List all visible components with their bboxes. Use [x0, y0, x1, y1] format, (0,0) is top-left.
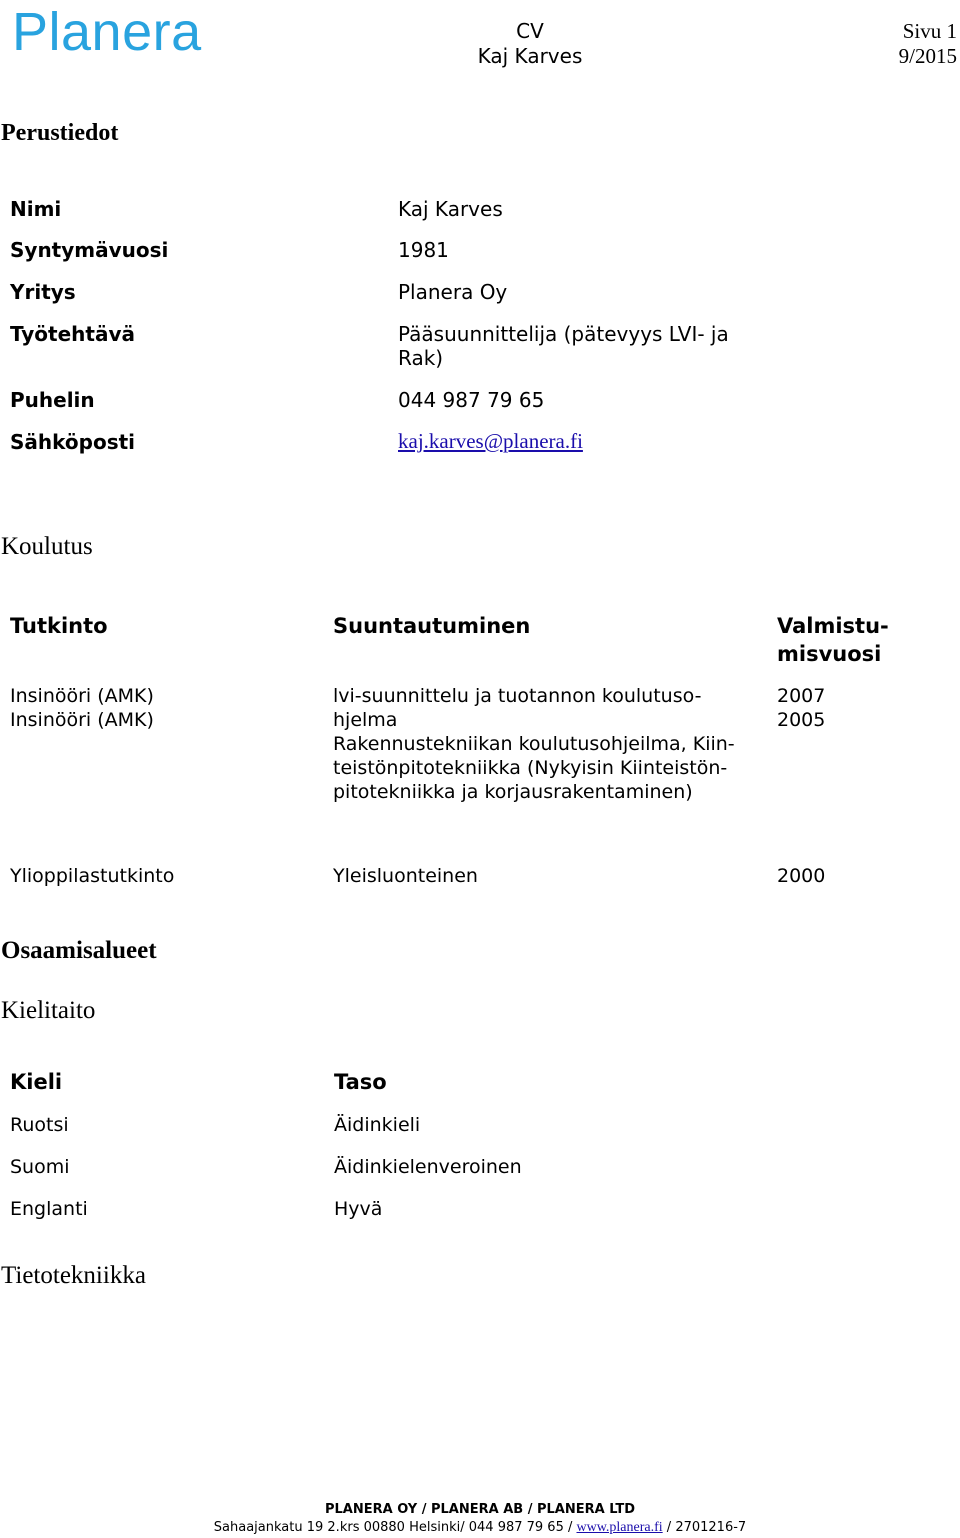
kieli-cell: Englanti: [10, 1198, 88, 1220]
footer-website-link[interactable]: www.planera.fi: [576, 1520, 663, 1535]
kieli-cell: Suomi: [10, 1156, 70, 1178]
suuntautuminen-line: pitotekniikka ja korjausrakentaminen): [333, 781, 693, 803]
label-yritys: Yritys: [10, 280, 76, 304]
label-tyotehtava: Työtehtävä: [10, 322, 135, 346]
footer-business-id: / 2701216-7: [662, 1520, 747, 1535]
tutkinto-line: Insinööri (AMK): [10, 709, 154, 731]
value-syntymavuosi: 1981: [398, 238, 449, 262]
col-header-kieli: Kieli: [10, 1070, 63, 1094]
col-header-taso: Taso: [334, 1070, 387, 1094]
value-yritys: Planera Oy: [398, 280, 508, 304]
label-syntymavuosi: Syntymävuosi: [10, 238, 169, 262]
suuntautuminen-line: Rakennustekniikan koulutusohjeilma, Kiin-: [333, 733, 735, 755]
kieli-cell: Ruotsi: [10, 1114, 69, 1136]
email-link[interactable]: kaj.karves@planera.fi: [398, 429, 583, 453]
doc-type: CV: [516, 19, 544, 43]
taso-cell: Äidinkielenveroinen: [334, 1156, 522, 1178]
suuntautuminen-line: teistönpitotekniikka (Nykyisin Kiinteistön-: [333, 757, 728, 779]
ylioppilas-vuosi: 2000: [777, 865, 826, 887]
header-name: Kaj Karves: [477, 44, 583, 68]
header-date: 9/2015: [898, 44, 957, 68]
planera-logo: Planera: [12, 2, 202, 62]
value-tyotehtava-line1: Pääsuunnittelija (pätevyys LVI- ja: [398, 322, 729, 346]
ylioppilas-suuntautuminen: Yleisluonteinen: [333, 865, 478, 887]
page-number: Sivu 1: [902, 19, 957, 43]
value-tyotehtava-line2: Rak): [398, 346, 444, 370]
value-nimi: Kaj Karves: [398, 197, 503, 221]
vuosi-line: 2005: [777, 709, 826, 731]
label-nimi: Nimi: [10, 197, 62, 221]
tutkinto-line: Insinööri (AMK): [10, 685, 154, 707]
subheading-tietotekniikka: Tietotekniikka: [1, 1262, 146, 1289]
footer-contact: [0, 1520, 960, 1536]
ylioppilas-tutkinto: Ylioppilastutkinto: [10, 865, 175, 887]
subheading-kielitaito: Kielitaito: [1, 997, 96, 1024]
value-puhelin: 044 987 79 65: [398, 388, 545, 412]
vuosi-line: 2007: [777, 685, 826, 707]
col-header-tutkinto: Tutkinto: [10, 614, 108, 638]
suuntautuminen-line: hjelma: [333, 709, 398, 731]
col-header-valmistumisvuosi-line2: misvuosi: [777, 642, 882, 666]
label-sahkoposti: Sähköposti: [10, 430, 136, 454]
section-heading-koulutus: Koulutus: [1, 533, 93, 560]
taso-cell: Hyvä: [334, 1198, 383, 1220]
section-heading-perustiedot: Perustiedot: [1, 120, 119, 146]
taso-cell: Äidinkieli: [334, 1114, 421, 1136]
section-heading-osaamisalueet: Osaamisalueet: [1, 937, 157, 964]
col-header-valmistumisvuosi-line1: Valmistu-: [777, 614, 889, 638]
footer-address: Sahaajankatu 19 2.krs 00880 Helsinki/ 044 987 79 65 /: [213, 1520, 577, 1535]
label-puhelin: Puhelin: [10, 388, 95, 412]
col-header-suuntautuminen: Suuntautuminen: [333, 614, 531, 638]
footer-company: PLANERA OY / PLANERA AB / PLANERA LTD: [324, 1502, 636, 1517]
suuntautuminen-line: lvi-suunnittelu ja tuotannon koulutuso-: [333, 685, 702, 707]
